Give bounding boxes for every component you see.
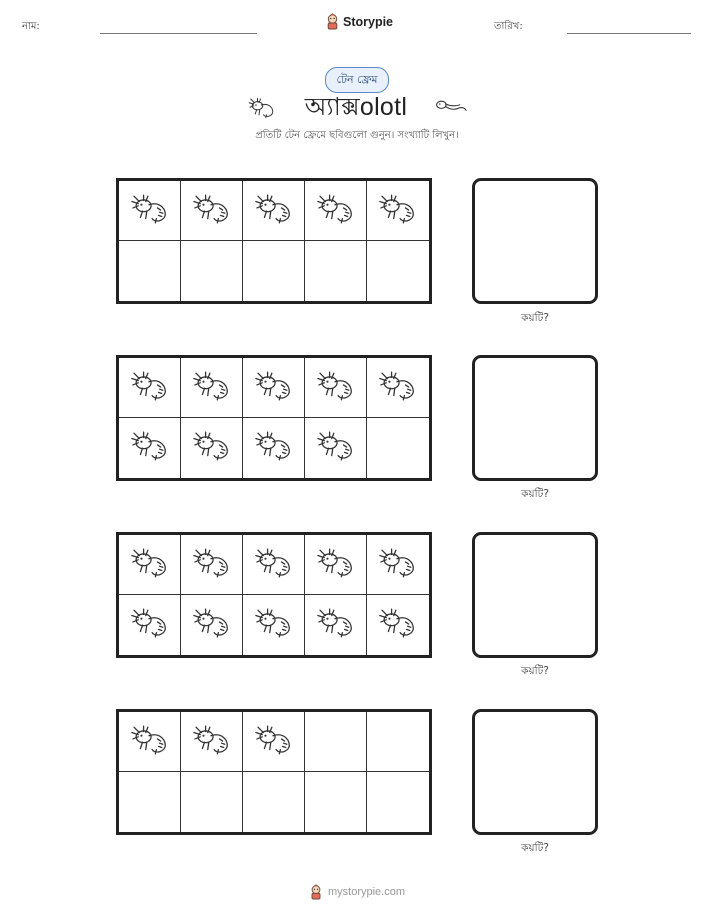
axolotl-icon xyxy=(190,607,234,643)
axolotl-icon xyxy=(190,547,234,583)
frame-cell xyxy=(367,772,429,832)
tadpole-icon xyxy=(435,98,467,118)
ten-frame-2 xyxy=(116,355,432,481)
axolotl-icon xyxy=(376,370,420,406)
footer-site: mystorypie.com xyxy=(327,886,406,898)
ten-frame-1 xyxy=(116,178,432,304)
axolotl-icon xyxy=(128,607,172,643)
date-field[interactable] xyxy=(567,33,691,34)
axolotl-icon xyxy=(252,724,296,760)
answer-box-2[interactable] xyxy=(472,355,598,481)
instructions: প্রতিটি টেন ফ্রেমে ছবিগুলো গুনুন। সংখ্যাটি লিখুন। xyxy=(255,130,459,141)
frame-cell xyxy=(119,535,181,595)
axolotl-icon xyxy=(252,547,296,583)
axolotl-icon xyxy=(314,547,358,583)
frame-cell xyxy=(119,241,181,301)
answer-prompt-3: কয়টি? xyxy=(521,665,549,677)
ten-frame-3 xyxy=(116,532,432,658)
frame-cell xyxy=(367,595,429,655)
axolotl-icon xyxy=(252,430,296,466)
frame-cell xyxy=(367,358,429,418)
answer-box-4[interactable] xyxy=(472,709,598,835)
frame-cell xyxy=(119,772,181,832)
frame-cell xyxy=(181,358,243,418)
axolotl-icon xyxy=(190,370,234,406)
axolotl-icon xyxy=(376,607,420,643)
ten-frame-4 xyxy=(116,709,432,835)
worksheet-type-tag: টেন ফ্রেম xyxy=(325,67,389,93)
frame-cell xyxy=(305,358,367,418)
page-title: অ্যাক্সolotl xyxy=(304,92,408,121)
frame-cell xyxy=(181,241,243,301)
frame-cell xyxy=(181,772,243,832)
axolotl-icon xyxy=(314,607,358,643)
footer xyxy=(0,884,714,900)
frame-cell xyxy=(243,712,305,772)
axolotl-icon xyxy=(190,724,234,760)
axolotl-icon xyxy=(128,430,172,466)
axolotl-icon xyxy=(128,370,172,406)
frame-cell xyxy=(181,535,243,595)
title-row xyxy=(0,90,714,126)
name-label: নাম: xyxy=(22,21,40,32)
frame-cell xyxy=(119,181,181,241)
frame-cell xyxy=(367,418,429,478)
axolotl-icon xyxy=(314,370,358,406)
frame-cell xyxy=(305,535,367,595)
frame-cell xyxy=(305,181,367,241)
frame-cell xyxy=(367,181,429,241)
frame-cell xyxy=(243,535,305,595)
frame-cell xyxy=(305,418,367,478)
axolotl-icon xyxy=(190,430,234,466)
frame-cell xyxy=(305,595,367,655)
axolotl-icon xyxy=(190,193,234,229)
axolotl-icon xyxy=(252,370,296,406)
answer-prompt-2: কয়টি? xyxy=(521,488,549,500)
frame-cell xyxy=(305,712,367,772)
axolotl-icon xyxy=(252,193,296,229)
axolotl-icon xyxy=(314,430,358,466)
answer-box-1[interactable] xyxy=(472,178,598,304)
frame-cell xyxy=(243,772,305,832)
storypie-logo-icon xyxy=(309,884,323,900)
frame-cell xyxy=(181,418,243,478)
axolotl-icon xyxy=(376,193,420,229)
brand-name: Storypie xyxy=(343,14,394,29)
axolotl-icon xyxy=(128,547,172,583)
date-label: তারিখ: xyxy=(494,21,523,32)
name-field[interactable] xyxy=(100,33,257,34)
axolotl-icon xyxy=(252,607,296,643)
answer-prompt-4: কয়টি? xyxy=(521,842,549,854)
frame-cell xyxy=(305,772,367,832)
frame-cell xyxy=(119,358,181,418)
storypie-logo-icon xyxy=(325,13,340,30)
frame-cell xyxy=(367,712,429,772)
answer-prompt-1: কয়টি? xyxy=(521,312,549,324)
frame-cell xyxy=(243,181,305,241)
brand-logo xyxy=(325,13,393,30)
axolotl-icon xyxy=(128,724,172,760)
axolotl-icon xyxy=(376,547,420,583)
axolotl-icon xyxy=(247,96,277,120)
frame-cell xyxy=(243,358,305,418)
frame-cell xyxy=(119,595,181,655)
axolotl-icon xyxy=(314,193,358,229)
frame-cell xyxy=(367,535,429,595)
frame-cell xyxy=(305,241,367,301)
frame-cell xyxy=(243,418,305,478)
answer-box-3[interactable] xyxy=(472,532,598,658)
axolotl-icon xyxy=(128,193,172,229)
frame-cell xyxy=(243,595,305,655)
frame-cell xyxy=(181,712,243,772)
frame-cell xyxy=(367,241,429,301)
frame-cell xyxy=(181,595,243,655)
frame-cell xyxy=(243,241,305,301)
frame-cell xyxy=(119,712,181,772)
frame-cell xyxy=(181,181,243,241)
frame-cell xyxy=(119,418,181,478)
